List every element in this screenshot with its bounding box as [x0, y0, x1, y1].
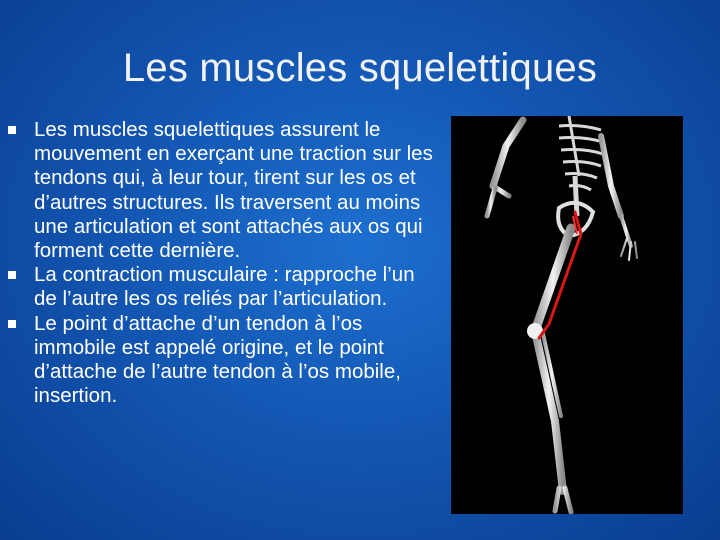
slide-title: Les muscles squelettiques	[122, 46, 598, 90]
leg-bones	[535, 228, 571, 512]
ribcage	[559, 116, 603, 216]
bullet-square-icon	[8, 271, 16, 279]
bullet-list	[8, 118, 438, 408]
skeleton-illustration	[451, 116, 683, 514]
bullet-square-icon	[8, 320, 16, 328]
bullet-text: Les muscles squelettiques assurent le mouvement en exerçant une traction sur les tendons qui, à leur tour, tirent sur les os et d’autres structures. Ils traversent au moins une articulation et sont attachés aux os qui forment cette dernière.	[34, 118, 433, 263]
bullet-item	[8, 118, 438, 263]
bullet-item	[8, 263, 438, 311]
right-arm-bones	[601, 136, 637, 260]
bullet-text: Le point d’attache d’un tendon à l’os immobile est appelé origine, et le point d’attache de l’autre tendon à l’os mobile, insertion.	[34, 311, 401, 408]
bullet-square-icon	[8, 126, 16, 134]
skeleton-leg-image	[451, 116, 683, 514]
bullet-item	[8, 312, 438, 409]
bullet-text: La contraction musculaire : rapproche l’un de l’autre les os reliés par l’articulation.	[34, 263, 415, 311]
arm-bones	[487, 120, 523, 216]
